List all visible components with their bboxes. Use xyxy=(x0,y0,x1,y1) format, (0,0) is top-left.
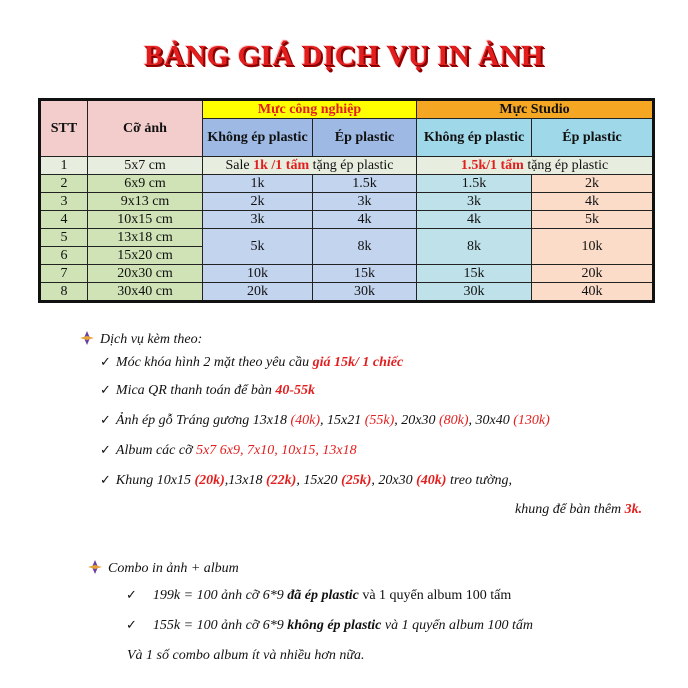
diamond-bullet-icon xyxy=(80,331,94,345)
cell-size: 9x13 cm xyxy=(88,193,203,211)
cell-price: 8k xyxy=(313,229,417,265)
cell-stt: 2 xyxy=(40,175,88,193)
service-price: (22k) xyxy=(266,473,297,488)
service-text: Ảnh ép gỗ Tráng gương 13x18 xyxy=(115,413,291,428)
service-price: 40-55k xyxy=(275,383,315,398)
check-icon: ✓ xyxy=(100,443,111,458)
page-title: BẢNG GIÁ DỊCH VỤ IN ẢNH xyxy=(143,40,545,72)
cell-stt: 1 xyxy=(40,157,88,175)
table-row xyxy=(40,265,654,283)
cell-price: 4k xyxy=(313,211,417,229)
service-text: Khung 10x15 xyxy=(115,473,195,488)
service-item xyxy=(100,355,403,371)
service-text: Album các cỡ xyxy=(115,443,197,458)
service-price: (20k) xyxy=(194,473,225,488)
cell-price: 15k xyxy=(313,265,417,283)
header-industrial-ink: Mực công nghiệp xyxy=(203,100,417,119)
cell-price: 40k xyxy=(532,283,654,302)
cell-price: 8k xyxy=(417,229,532,265)
cell-cn-promo xyxy=(203,157,417,175)
service-text: , 15x21 xyxy=(320,413,365,428)
cell-price: 3k xyxy=(203,211,313,229)
services-heading xyxy=(80,331,202,348)
cell-price: 1.5k xyxy=(417,175,532,193)
service-text: , 20x30 xyxy=(394,413,439,428)
combo-text: và 1 quyển album 100 tấm xyxy=(381,618,534,633)
combo-text: 155k = 100 ảnh cỡ 6*9 xyxy=(152,618,288,633)
combo-item xyxy=(126,588,511,604)
cell-stt: 4 xyxy=(40,211,88,229)
service-item xyxy=(100,443,357,459)
service-price: (25k) xyxy=(341,473,372,488)
header-studio-ink: Mực Studio xyxy=(417,100,654,119)
promo-prefix: Sale xyxy=(225,158,254,173)
table-row xyxy=(40,175,654,193)
cell-price: 1.5k xyxy=(313,175,417,193)
cell-size: 6x9 cm xyxy=(88,175,203,193)
cell-price: 5k xyxy=(532,211,654,229)
check-icon: ✓ xyxy=(100,355,111,370)
promo-price: 1.5k/1 tấm xyxy=(460,158,524,173)
service-item xyxy=(100,383,315,399)
cell-size: 10x15 cm xyxy=(88,211,203,229)
cell-stt: 7 xyxy=(40,265,88,283)
cell-price: 5k xyxy=(203,229,313,265)
cell-size: 20x30 cm xyxy=(88,265,203,283)
cell-price: 3k xyxy=(417,193,532,211)
cell-size: 13x18 cm xyxy=(88,229,203,247)
subheader-st-no-laminate: Không ép plastic xyxy=(417,119,532,157)
subheader-cn-no-laminate: Không ép plastic xyxy=(203,119,313,157)
cell-stt: 6 xyxy=(40,247,88,265)
cell-stt: 8 xyxy=(40,283,88,302)
cell-price: 3k xyxy=(313,193,417,211)
promo-suffix: tặng ép plastic xyxy=(523,158,609,173)
service-price: (80k) xyxy=(439,413,469,428)
check-icon: ✓ xyxy=(100,383,111,398)
cell-price: 15k xyxy=(417,265,532,283)
service-sizes: 5x7 6x9, 7x10, 10x15, 13x18 xyxy=(196,443,357,458)
cell-st-promo xyxy=(417,157,654,175)
check-icon: ✓ xyxy=(126,588,137,603)
check-icon: ✓ xyxy=(100,473,111,488)
cell-price: 30k xyxy=(313,283,417,302)
cell-price: 20k xyxy=(203,283,313,302)
service-item xyxy=(100,413,550,429)
table-row xyxy=(40,229,654,247)
cell-price: 4k xyxy=(532,193,654,211)
table-row xyxy=(40,283,654,302)
service-text: Móc khóa hình 2 mặt theo yêu cầu xyxy=(115,355,313,370)
cell-stt: 5 xyxy=(40,229,88,247)
promo-suffix: tặng ép plastic xyxy=(309,158,394,173)
cell-price: 10k xyxy=(203,265,313,283)
combo-heading-text: Combo in ảnh + album xyxy=(108,561,239,576)
cell-price: 20k xyxy=(532,265,654,283)
table-header-row xyxy=(40,100,654,119)
combo-text: 199k = 100 ảnh cỡ 6*9 xyxy=(152,588,288,603)
service-text: ,13x18 xyxy=(224,473,267,488)
service-price: (40k) xyxy=(290,413,321,428)
cell-price: 4k xyxy=(417,211,532,229)
table-row xyxy=(40,193,654,211)
table-row xyxy=(40,211,654,229)
subheader-cn-laminate: Ép plastic xyxy=(313,119,417,157)
combo-footer: Và 1 số combo album ít và nhiều hơn nữa. xyxy=(127,648,365,663)
service-price: (55k) xyxy=(364,413,395,428)
service-text: , 15x20 xyxy=(296,473,342,488)
service-text: , 20x30 xyxy=(371,473,417,488)
service-text: Mica QR thanh toán để bàn xyxy=(115,383,276,398)
cell-stt: 3 xyxy=(40,193,88,211)
cell-price: 2k xyxy=(203,193,313,211)
cell-size: 15x20 cm xyxy=(88,247,203,265)
service-text: khung để bàn thêm xyxy=(515,502,625,517)
cell-size: 5x7 cm xyxy=(88,157,203,175)
service-text: , 30x40 xyxy=(468,413,514,428)
check-icon: ✓ xyxy=(100,413,111,428)
cell-size: 30x40 cm xyxy=(88,283,203,302)
cell-price: 1k xyxy=(203,175,313,193)
cell-price: 30k xyxy=(417,283,532,302)
service-price: (130k) xyxy=(513,413,550,428)
subheader-st-laminate: Ép plastic xyxy=(532,119,654,157)
service-price: giá 15k/ 1 chiếc xyxy=(312,355,404,370)
combo-highlight: đã ép plastic xyxy=(287,588,359,603)
combo-heading xyxy=(88,560,239,577)
combo-text: và 1 quyển album 100 tấm xyxy=(358,588,512,603)
services-heading-text: Dịch vụ kèm theo: xyxy=(100,332,203,347)
service-item-continued xyxy=(515,502,642,518)
cell-price: 10k xyxy=(532,229,654,265)
table-row xyxy=(40,157,654,175)
cell-price: 2k xyxy=(532,175,654,193)
service-price: (40k) xyxy=(416,473,447,488)
service-price: 3k. xyxy=(624,502,643,517)
price-table xyxy=(38,98,655,303)
combo-highlight: không ép plastic xyxy=(287,618,382,633)
header-stt: STT xyxy=(40,100,88,157)
header-size: Cỡ ảnh xyxy=(88,100,203,157)
service-text: treo tường, xyxy=(446,473,512,488)
check-icon: ✓ xyxy=(126,618,137,633)
diamond-bullet-icon xyxy=(88,560,102,574)
service-item xyxy=(100,473,512,489)
promo-price: 1k /1 tấm xyxy=(253,158,310,173)
combo-item xyxy=(126,618,533,634)
